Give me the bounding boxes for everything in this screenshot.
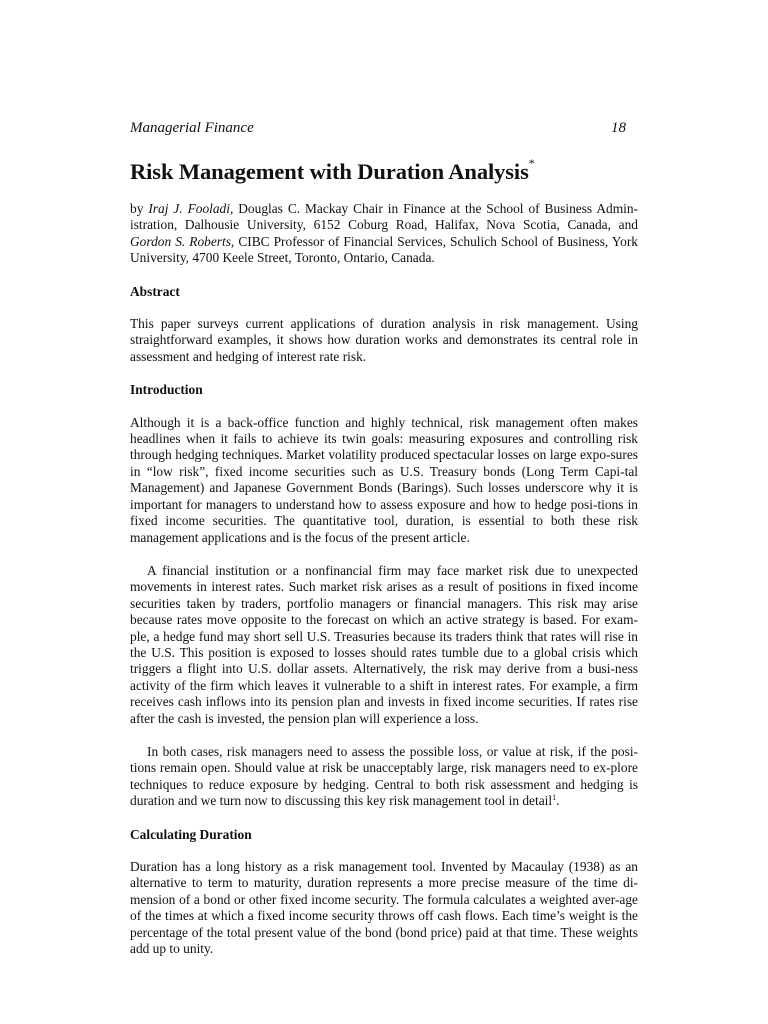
introduction-heading: Introduction — [130, 382, 203, 398]
intro-paragraph-3-end: . — [556, 793, 560, 809]
calculating-duration-heading: Calculating Duration — [130, 826, 252, 842]
page-number: 18 — [611, 120, 626, 136]
author-name-1: Iraj J. Fooladi, — [148, 201, 234, 216]
journal-name: Managerial Finance — [130, 120, 254, 136]
page-content — [130, 118, 638, 957]
abstract-text: This paper surveys current applications of duration analysis in risk management. Using straightforward examples, it shows how duration works and demonstrates its central role in assessment and hedging of interest rate risk. — [130, 316, 638, 364]
abstract-heading: Abstract — [130, 283, 180, 299]
author-affiliation-1: Douglas C. Mackay Chair in Finance at the School of Business Admin-istration, Dalhousie University, 6152 Coburg Road, Halifax, Nova Scotia, Canada, and — [130, 201, 638, 233]
footnote-reference: 1 — [552, 793, 557, 803]
article-title-text: Risk Management with Duration Analysis — [130, 159, 529, 184]
title-footnote-mark: * — [528, 156, 535, 170]
calculating-duration-text: Duration has a long history as a risk management tool. Invented by Macaulay (1938) as an alternative to term to maturity, duration represents a more precise measure of the time di-mension of a bond or other fixed income security. The formula calculates a weighted aver-age of the times at which a fixed income security throws off cash flows. Each time’s weight is the percentage of the total present value of the bond (bond price) paid at that time. These weights add up to unity. — [130, 859, 638, 957]
article-title — [130, 158, 638, 186]
intro-paragraph-1: Although it is a back-office function and highly technical, risk management often makes headlines when it fails to achieve its twin goals: measuring exposures and controlling risk through hedging techniques. Market volatility produced spectacular losses on large expo-sures in “low risk”, fixed income securities such as U.S. Treasury bonds (Long Term Capi-tal Management) and Japanese Government Bonds (Barings). Such losses underscore why it is important for managers to understand how to assess exposure and how to hedge posi-tions in fixed income securities. The quantitative tool, duration, is essential to both these risk management applications and is the focus of the present article. — [130, 414, 638, 545]
intro-paragraph-3 — [130, 744, 638, 810]
running-header — [130, 118, 638, 138]
intro-paragraph-3-text: In both cases, risk managers need to assess the possible loss, or value at risk, if the posi-tions remain open. Should value at risk be unacceptably large, risk managers need to ex-plore techniques to reduce exposure by hedging. Central to both risk assessment and hedging is duration and we turn now to discussing this key risk management tool in detail — [130, 743, 638, 809]
byline-prefix: by — [130, 201, 149, 216]
author-name-2: Gordon S. Roberts, — [130, 233, 235, 249]
author-affiliation-2: CIBC Professor of Financial Services, Schulich School of Business, York University, 4700 Keele Street, Toronto, Ontario, Canada. — [130, 233, 638, 266]
byline — [130, 201, 638, 267]
intro-paragraph-2: A financial institution or a nonfinancial firm may face market risk due to unexpected movements in interest rates. Such market risk arises as a result of positions in fixed income securities taken by traders, portfolio managers or financial managers. This risk may arise because rates move opposite to the forecast on which an active strategy is based. For exam-ple, a hedge fund may short sell U.S. Treasuries because its traders think that rates will rise in the U.S. This position is exposed to losses should rates tumble due to a global crisis which triggers a flight into U.S. dollar assets. Alternatively, the risk may derive from a busi-ness activity of the firm which leaves it vulnerable to a shift in interest rates. For example, a firm receives cash inflows into its pension plan and invests in fixed income securities. If rates rise after the cash is invested, the pension plan will experience a loss. — [130, 562, 638, 726]
